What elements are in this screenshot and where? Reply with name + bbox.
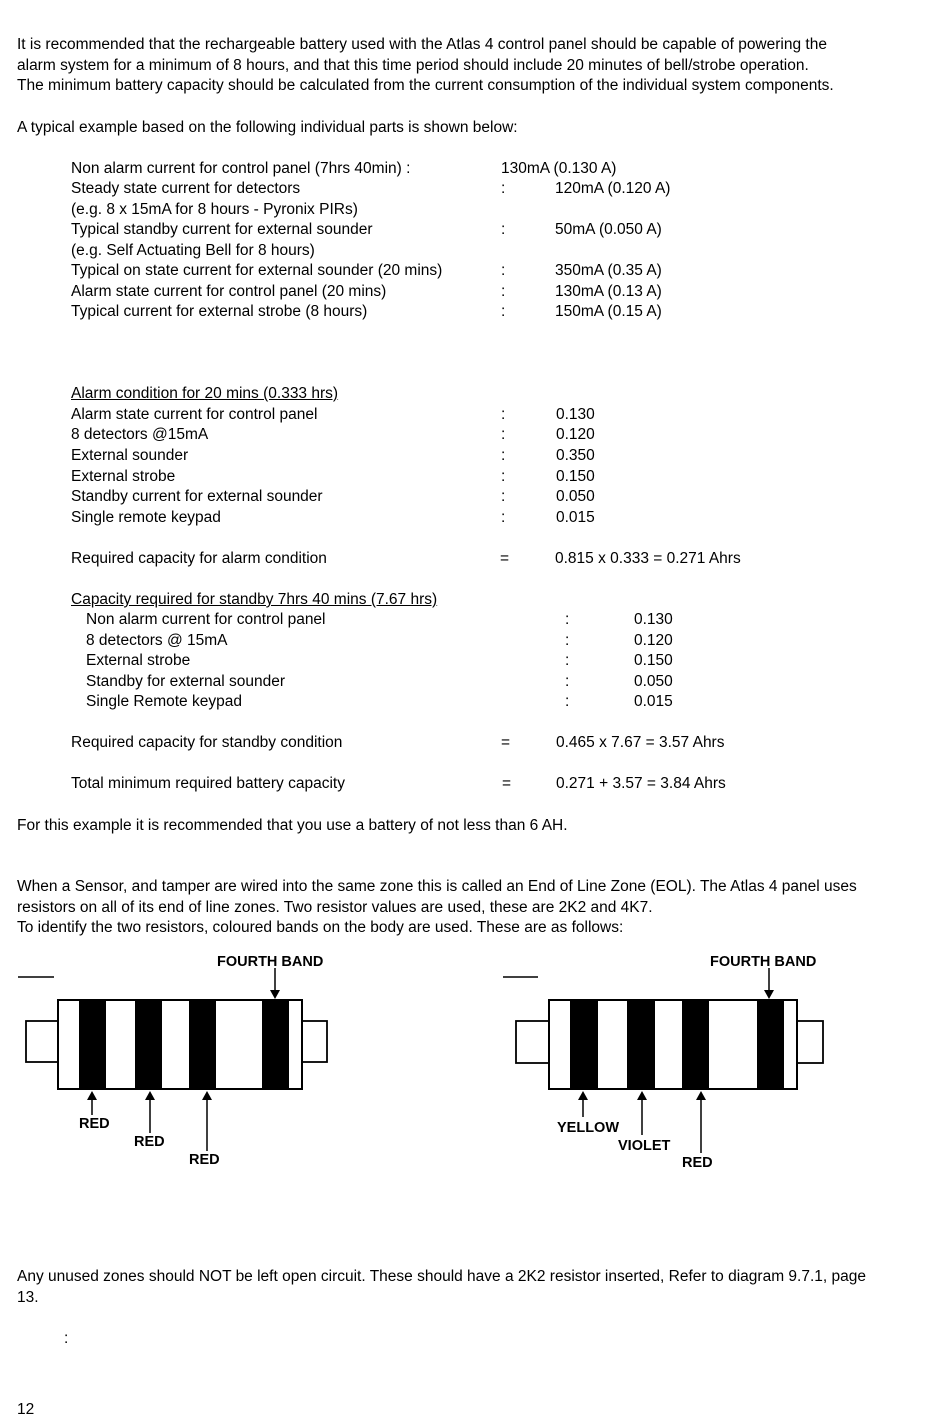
standby-row-sep: : — [565, 673, 570, 690]
standby-row-value: 0.150 — [634, 652, 673, 669]
page-number: 12 — [17, 1401, 35, 1418]
current-sep: : — [501, 180, 506, 197]
resistor-4k7-drawing — [490, 950, 850, 1190]
standby-required-sep: = — [501, 734, 511, 751]
unused-line: 13. — [17, 1288, 39, 1306]
eol-line: To identify the two resistors, coloured bands on the body are used. These are as follows: — [17, 919, 624, 937]
standby-row-value: 0.120 — [634, 632, 673, 649]
resistor-2k2-drawing — [0, 950, 360, 1190]
alarm-row-label: Single remote keypad — [71, 509, 221, 526]
intro-line: The minimum battery capacity should be calculated from the current consumption of the individual system components. — [17, 77, 834, 95]
intro-example-line: A typical example based on the following individual parts is shown below: — [17, 119, 518, 136]
current-sep: : — [501, 283, 506, 300]
alarm-row-value: 0.130 — [556, 406, 595, 423]
intro-paragraph — [17, 35, 937, 97]
eol-line: resistors on all of its end of line zones. Two resistor values are used, these are 2K2 and 4K7. — [17, 898, 653, 916]
intro-line: alarm system for a minimum of 8 hours, and that this time period should include 20 minutes of bell/strobe operation. — [17, 56, 809, 74]
alarm-row-value: 0.350 — [556, 447, 595, 464]
standby-required-label: Required capacity for standby condition — [71, 734, 343, 751]
alarm-row-sep: : — [501, 509, 506, 526]
standby-row-label: Non alarm current for control panel — [86, 611, 326, 628]
band-label-red: RED — [189, 1152, 220, 1168]
current-note: (e.g. 8 x 15mA for 8 hours - Pyronix PIRs) — [71, 201, 358, 218]
alarm-row-sep: : — [501, 426, 506, 443]
intro-line: It is recommended that the rechargeable battery used with the Atlas 4 control panel should be capable of powering the — [17, 36, 827, 53]
standby-row-label: Single Remote keypad — [86, 693, 242, 710]
standby-row-sep: : — [565, 632, 570, 649]
alarm-row-label: Standby current for external sounder — [71, 488, 323, 505]
band-label-yellow: YELLOW — [557, 1120, 620, 1136]
current-label: Non alarm current for control panel (7hrs 40min) : — [71, 160, 411, 177]
standby-row-sep: : — [565, 693, 570, 710]
stray-colon: : — [64, 1330, 69, 1347]
alarm-required-value: 0.815 x 0.333 = 0.271 Ahrs — [555, 550, 741, 567]
band-label-red: RED — [134, 1134, 165, 1150]
standby-row-sep: : — [565, 652, 570, 669]
band-label-violet: VIOLET — [618, 1138, 671, 1154]
current-label: Alarm state current for control panel (20 mins) — [71, 283, 387, 300]
standby-required-value: 0.465 x 7.67 = 3.57 Ahrs — [556, 734, 725, 751]
eol-paragraph — [17, 877, 937, 939]
current-value: 50mA (0.050 A) — [555, 221, 662, 238]
current-sep: : — [501, 262, 506, 279]
standby-row-label: 8 detectors @ 15mA — [86, 632, 228, 649]
alarm-row-value: 0.150 — [556, 468, 595, 485]
alarm-row-sep: : — [501, 468, 506, 485]
alarm-required-sep: = — [500, 550, 510, 567]
alarm-heading: Alarm condition for 20 mins (0.333 hrs) — [71, 385, 339, 402]
current-value: 120mA (0.120 A) — [555, 180, 671, 197]
unused-zones-paragraph — [17, 1267, 937, 1308]
standby-row-value: 0.130 — [634, 611, 673, 628]
standby-row-sep: : — [565, 611, 570, 628]
current-label: Typical standby current for external sounder — [71, 221, 373, 238]
standby-heading: Capacity required for standby 7hrs 40 mins (7.67 hrs) — [71, 591, 438, 608]
alarm-row-value: 0.050 — [556, 488, 595, 505]
alarm-row-label: External sounder — [71, 447, 189, 464]
current-label: Typical on state current for external sounder (20 mins) — [71, 262, 443, 279]
eol-line: When a Sensor, and tamper are wired into the same zone this is called an End of Line Zone (EOL). The Atlas 4 panel uses — [17, 878, 857, 895]
standby-row-value: 0.015 — [634, 693, 673, 710]
fourth-band-label: FOURTH BAND — [217, 954, 324, 970]
alarm-row-sep: : — [501, 447, 506, 464]
standby-row-label: External strobe — [86, 652, 191, 669]
alarm-row-label: External strobe — [71, 468, 176, 485]
alarm-row-label: 8 detectors @15mA — [71, 426, 209, 443]
current-label: Steady state current for detectors — [71, 180, 301, 197]
current-value: 130mA (0.13 A) — [555, 283, 662, 300]
current-value: 350mA (0.35 A) — [555, 262, 662, 279]
total-required-sep: = — [502, 775, 512, 792]
total-required-label: Total minimum required battery capacity — [71, 775, 345, 792]
standby-row-label: Standby for external sounder — [86, 673, 286, 690]
unused-line: Any unused zones should NOT be left open circuit. These should have a 2K2 resistor inserted, Refer to diagram 9.7.1, page — [17, 1268, 866, 1285]
current-value: 130mA (0.130 A) — [501, 160, 617, 177]
alarm-row-value: 0.015 — [556, 509, 595, 526]
fourth-band-label: FOURTH BAND — [710, 954, 817, 970]
total-required-value: 0.271 + 3.57 = 3.84 Ahrs — [556, 775, 726, 792]
battery-recommendation: For this example it is recommended that you use a battery of not less than 6 AH. — [17, 817, 568, 834]
alarm-required-label: Required capacity for alarm condition — [71, 550, 327, 567]
band-label-red: RED — [79, 1116, 110, 1132]
current-value: 150mA (0.15 A) — [555, 303, 662, 320]
alarm-row-value: 0.120 — [556, 426, 595, 443]
standby-row-value: 0.050 — [634, 673, 673, 690]
current-note: (e.g. Self Actuating Bell for 8 hours) — [71, 242, 315, 259]
band-label-red: RED — [682, 1155, 713, 1171]
current-sep: : — [501, 221, 506, 238]
alarm-row-sep: : — [501, 406, 506, 423]
current-label: Typical current for external strobe (8 hours) — [71, 303, 368, 320]
alarm-row-label: Alarm state current for control panel — [71, 406, 318, 423]
alarm-row-sep: : — [501, 488, 506, 505]
current-sep: : — [501, 303, 506, 320]
